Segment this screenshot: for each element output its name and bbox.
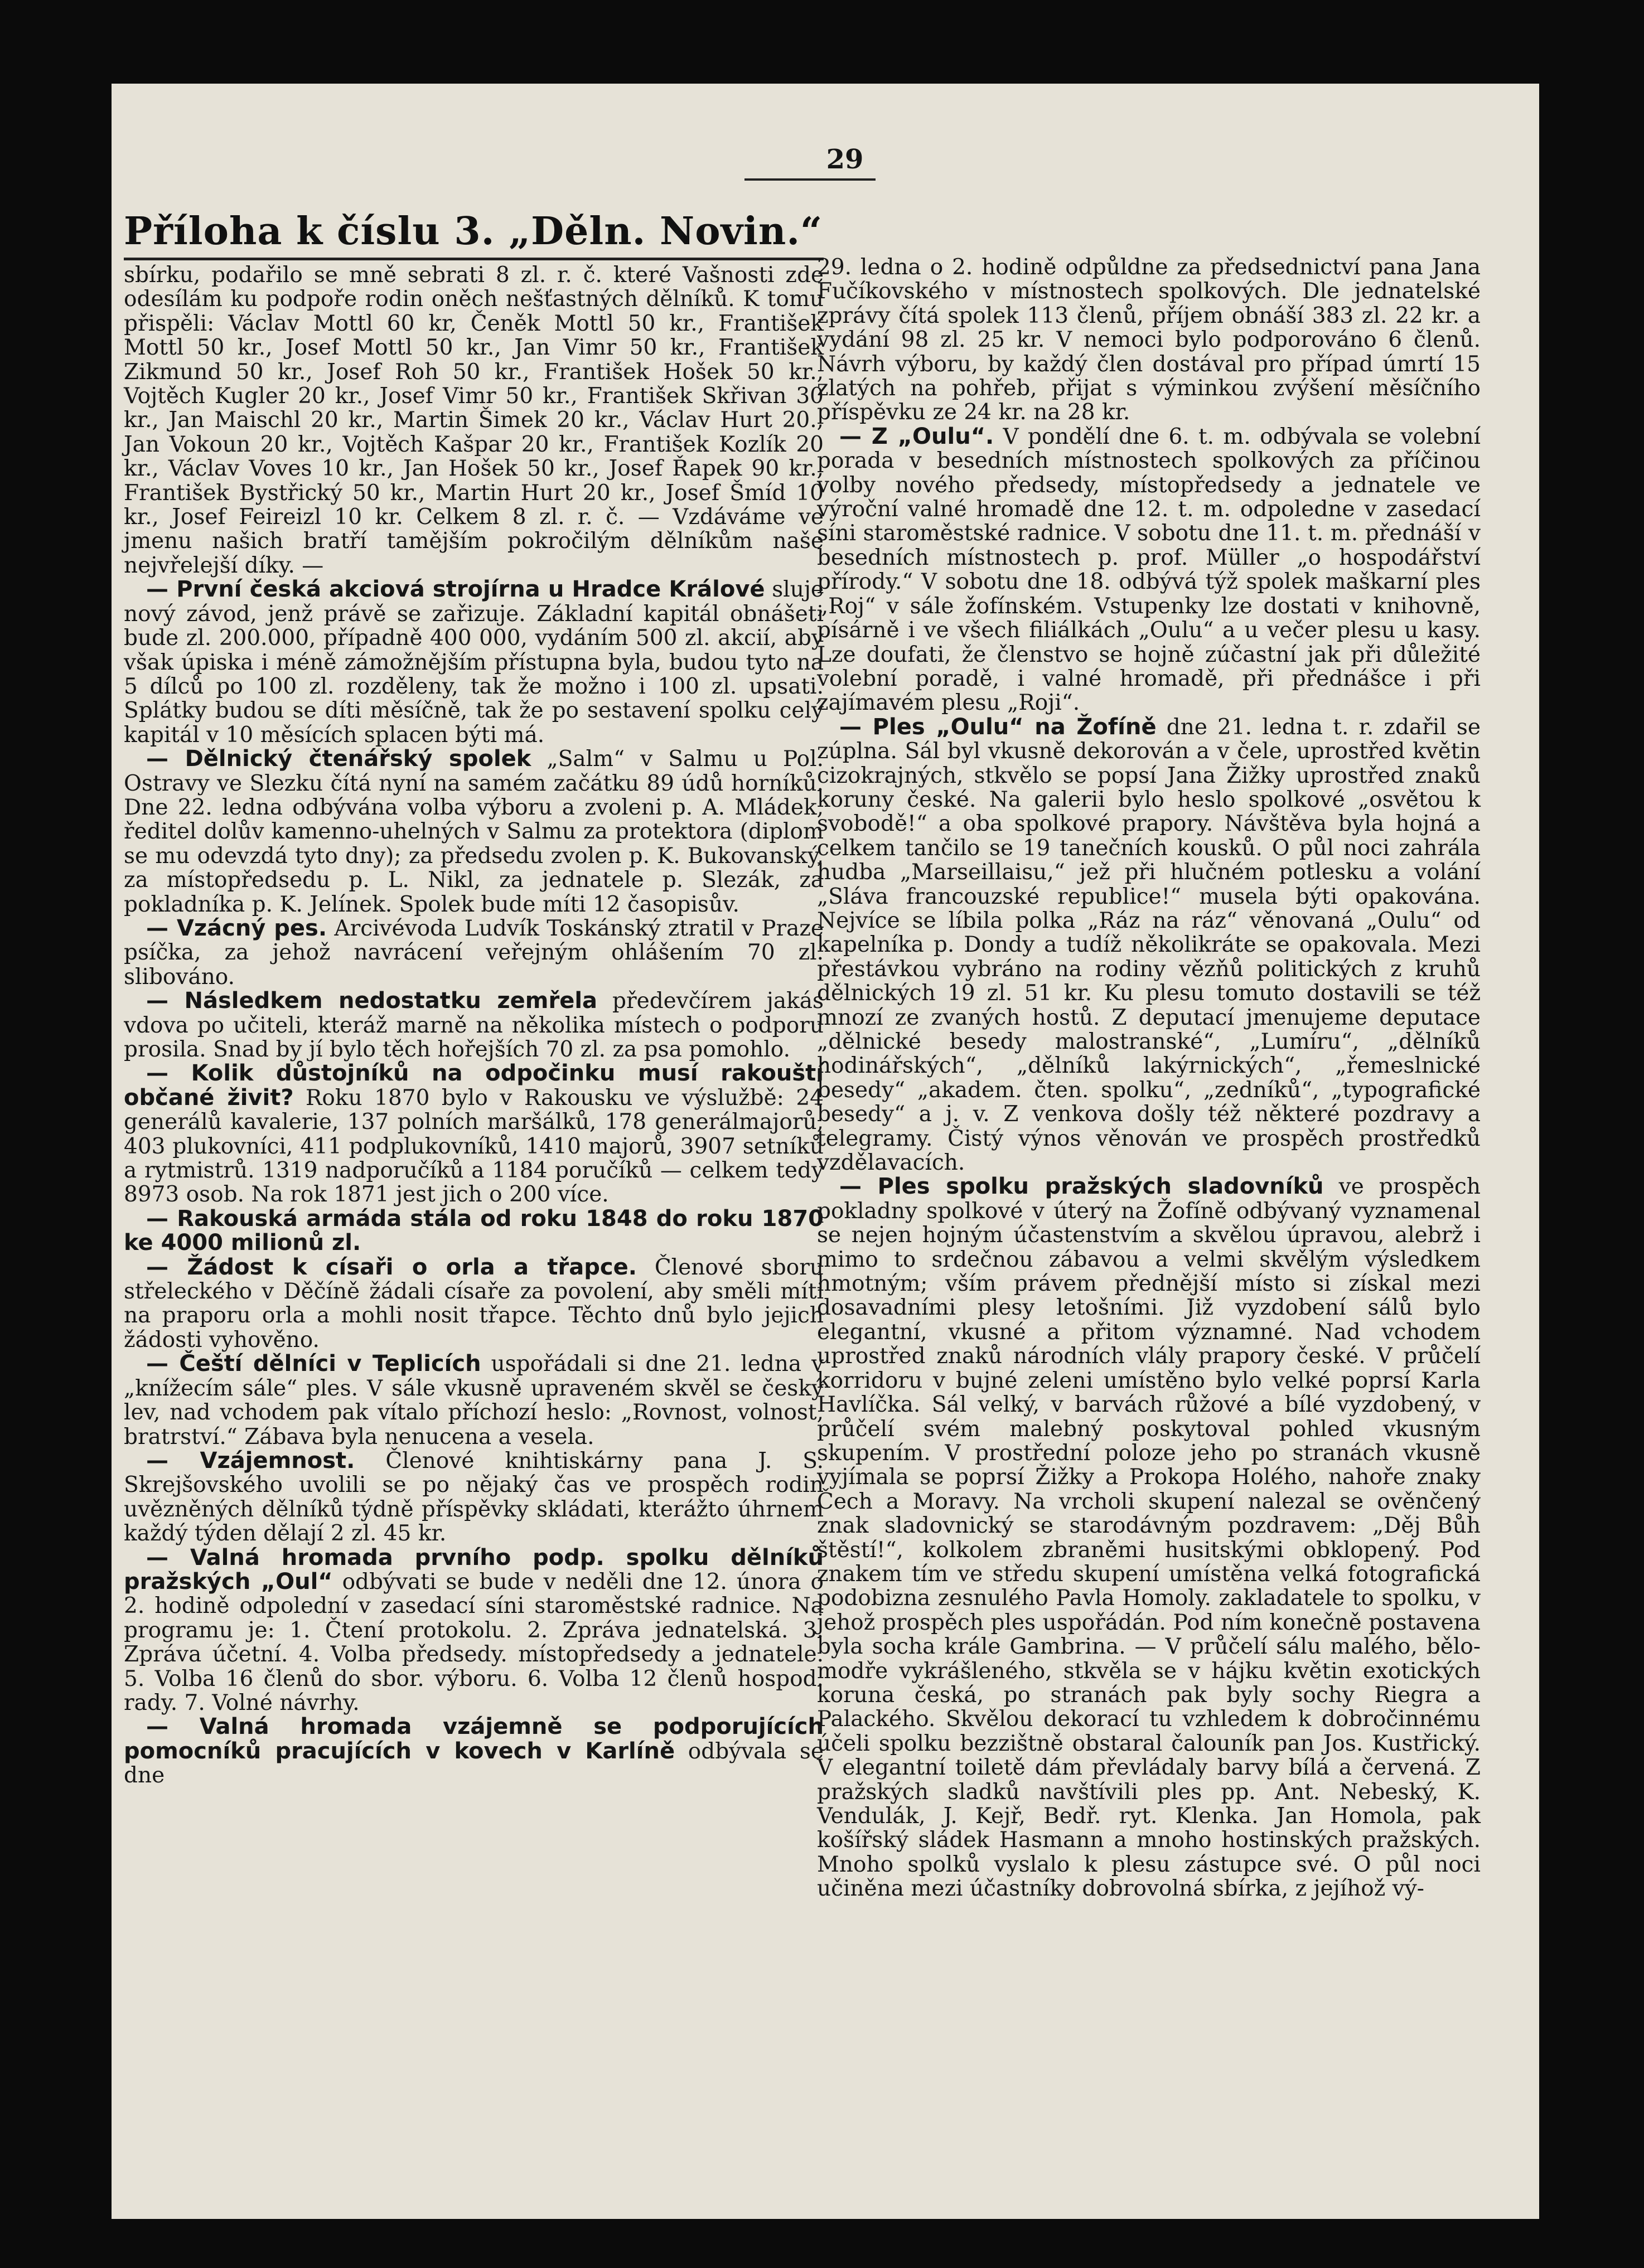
newspaper-page [112, 84, 1539, 2219]
article-paragraph: — Žádost k císaři o orla a třapce. Členové sboru střeleckého v Děčíně žádali císaře za povolení, aby směli míti na praporu orla a mohli nosit třapce. Těchto dnů bylo jejich žádosti vyhověno. [124, 1254, 824, 1353]
article-paragraph: 29. ledna o 2. hodině odpůldne za předsednictví pana Jana Fučíkovského v místnostech spolkových. Dle jednatelské zprávy čítá spolek 113 členů, příjem obnáší 383 zl. 22 kr. a vydání 98 zl. 25 kr. V nemoci bylo podporováno 6 členů. Návrh výboru, by každý člen dostával pro případ úmrtí 15 zlatých na pohřeb, přijat s výminkou zvýšení měsíčního příspěvku ze 24 kr. na 28 kr. [817, 255, 1481, 425]
page-number-rule [744, 178, 876, 181]
article-paragraph: — Kolik důstojníků na odpočinku musí rakouští občané živit? Roku 1870 bylo v Rakousku ve výslužbě: 24 generálů kavalerie, 137 polních maršálků, 178 generálmajorů, 403 plukovníci, 411 podplukovníků, 1410 majorů, 3907 setníků a rytmistrů. 1319 nadporučíků a 1184 poručíků — celkem tedy 8973 osob. Na rok 1871 jest jich o 200 více. [124, 1060, 824, 1208]
article-paragraph: — Ples „Oulu“ na Žofíně dne 21. ledna t. r. zdařil se zúplna. Sál byl vkusně dekorován a v čele, uprostřed květin cizokrajných, stkvělo se popsí Jana Žižky uprostřed znaků koruny české. Na galerii bylo heslo spolkové „osvětou k svobodě!“ a oba spolkové prapory. Návštěva byla hojná a celkem tančilo se 19 tanečních kousků. O půl noci zahrála hudba „Marseillaisu,“ jež při hlučném potlesku a volání „Sláva francouzské republice!“ musela býti opakována. Nejvíce se líbila polka „Ráz na ráz“ věnovaná „Oulu“ od kapelníka p. Dondy a tudíž několikráte se opakovala. Mezi přestávkou vybráno na rodiny vězňů politických z kruhů dělnických 19 zl. 51 kr. Ku plesu tomuto dostavili se též mnozí ze zvaných hostů. Z deputací jmenujeme deputace „dělnické besedy malostranské“, „Lumíru“, „dělníků hodinářských“, „dělníků lakýrnických“, „řemeslnické besedy“ „akadem. čten. spolku“, „zedníků“, „typografické besedy“ a j. v. Z venkova došly též některé pozdravy a telegramy. Čistý výnos věnován ve prospěch prostředků vzdělavacích. [817, 714, 1481, 1176]
article-paragraph: — Ples spolku pražských sladovníků ve prospěch pokladny spolkové v úterý na Žofíně odbývaný vyznamenal se nejen hojným účastenstvím a skvělou úpravou, alebrž i mimo to srdečnou zábavou a velmi skvělým výsledkem hmotným; vším právem přednější místo si získal mezi dosavadními plesy letošními. Již vyzdobení sálů bylo elegantní, vkusné a přitom významné. Nad vchodem uprostřed znaků národních vlály prapory české. V průčelí korridoru v bujné zeleni umístěno bylo velké poprsí Karla Havlíčka. Sál velký, v barvách růžové a bílé vyzdobený, v průčelí svém malebný poskytoval pohled vkusným skupením. V prostřední poloze jeho po stranách vkusně vyjímala se poprsí Žižky a Prokopa Holého, nahoře znaky Čech a Moravy. Na vrcholi skupení nalezal se ověnčený znak sladovnický se starodávným pozdravem: „Děj Bůh štěstí!“, kolkolem zbraněmi husitskými obklopený. Pod znakem tím ve středu skupení umístěna velká fotografická podobizna zesnulého Pavla Homoly. zakladatele to spolku, v jehož prospěch ples uspořádán. Pod ním konečně postavena byla socha krále Gambrina. — V průčelí sálu malého, bělo-modře vykrášleného, stkvěla se v hájku květin exotických koruna česká, po stranách pak byly sochy Riegra a Palackého. Skvělou dekorací tu vzhledem k dobročinnému účeli spolku bezzištně obstaral čalouník pan Jos. Kustřický. V elegantní toiletě dám převládaly barvy bílá a červená. Z pražských sladků navštívili ples pp. Ant. Nebeský, K. Vendulák, J. Kejř, Bedř. ryt. Klenka. Jan Homola, pak košířský sládek Hasmann a mnoho hostinských pražských. Mnoho spolků vyslalo k plesu zástupce své. O půl noci učiněna mezi účastníky dobrovolná sbírka, z jejíhož vý- [817, 1174, 1481, 1902]
article-heading: — Vzácný pes. [146, 915, 327, 941]
article-heading: — Následkem nedostatku zemřela [146, 988, 598, 1014]
article-heading: — Rakouská armáda stála od roku 1848 do roku 1870 ke 4000 milionů zl. [124, 1205, 824, 1256]
article-heading: — Ples „Oulu“ na Žofíně [839, 714, 1157, 740]
article-paragraph: — Následkem nedostatku zemřela předevčírem jakás vdova po učiteli, kteráž marně na několika místech o podporu prosila. Snad by jí bylo těch hořejších 70 zl. za psa pomohlo. [124, 988, 824, 1062]
article-paragraph: — Čeští dělníci v Teplicích uspořádali si dne 21. ledna v „knížecím sále“ ples. V sále vkusně upraveném skvěl se český lev, nad vchodem pak vítalo příchozí heslo: „Rovnost, volnost, bratrství.“ Zábava byla nenucena a vesela. [124, 1351, 824, 1450]
article-heading: — Valná hromada vzájemně se podporujících pomocníků pracujících v kovech v Karlíně [124, 1714, 824, 1764]
right-column [817, 255, 1481, 1901]
article-heading: — Kolik důstojníků na odpočinku musí rakouští občané živit? [124, 1060, 824, 1111]
article-paragraph: — Valná hromada vzájemně se podporujících pomocníků pracujících v kovech v Karlíně odbývala se dne [124, 1714, 824, 1789]
article-paragraph: — Valná hromada prvního podp. spolku dělníků pražských „Oul“ odbývati se bude v neděli dne 12. února o 2. hodině odpolední v zasedací síni staroměstské radnice. Na programu je: 1. Čtení protokolu. 2. Zpráva jednatelská. 3. Zpráva účetní. 4. Volba předsedy. místopředsedy a jednatele. 5. Volba 16 členů do sbor. výboru. 6. Volba 12 členů hospod. rady. 7. Volné návrhy. [124, 1544, 824, 1715]
article-heading: — Vzájemnost. [146, 1447, 355, 1474]
article-heading: — Ples spolku pražských sladovníků [839, 1174, 1324, 1200]
article-heading: — První česká akciová strojírna u Hradce Králové [146, 576, 765, 603]
article-paragraph: — Z „Oulu“. V pondělí dne 6. t. m. odbývala se volební porada v besedních místnostech spolkových za příčinou volby nového předsedy, místopředsedy a jednatele ve výroční valné hromadě dne 12. t. m. odpoledne v zasedací síni staroměstské radnice. V sobotu dne 11. t. m. přednáší v besedních místnostech p. prof. Müller „o hospodářství přírody.“ V sobotu dne 18. odbývá týž spolek maškarní ples „Roj“ v sále žofínském. Vstupenky lze dostati v knihovně, písárně i ve všech filiálkách „Oulu“ a u večer plesu u kasy. Lze doufati, že členstvo se hojně zúčastní jak při důležité volební poradě, i valné hromadě, při přednášce i při zajímavém plesu „Roji“. [817, 423, 1481, 716]
supplement-title: Příloha k číslu 3. „Děln. Novin.“ [124, 209, 823, 254]
title-rule [124, 258, 824, 260]
page-number: 29 [826, 144, 864, 175]
article-heading: — Čeští dělníci v Teplicích [146, 1351, 481, 1377]
article-heading: — Z „Oulu“. [839, 423, 994, 449]
article-paragraph: — Vzájemnost. Členové knihtiskárny pana J. S. Skrejšovského uvolili se po nějaký čas ve prospěch rodin uvězněných dělníků týdně příspěvky skládati, kterážto úhrnem každý týden dělají 2 zl. 45 kr. [124, 1447, 824, 1547]
article-heading: — Valná hromada prvního podp. spolku dělníků pražských „Oul“ [124, 1544, 824, 1595]
article-paragraph: sbírku, podařilo se mně sebrati 8 zl. r. č. které Vašnosti zde odesílám ku podpoře rodin oněch nešťastných dělníků. K tomu přispěli: Václav Mottl 60 kr, Čeněk Mottl 50 kr., František Mottl 50 kr., Josef Mottl 50 kr., Jan Vimr 50 kr., František Zikmund 50 kr., Josef Roh 50 kr., František Hošek 50 kr., Vojtěch Kugler 20 kr., Josef Vimr 50 kr., František Skřivan 30 kr., Jan Maischl 20 kr., Martin Šimek 20 kr., Václav Hurt 20., Jan Vokoun 20 kr., Vojtěch Kašpar 20 kr., František Kozlík 20 kr., Václav Voves 10 kr., Jan Hošek 50 kr., Josef Řapek 90 kr., František Bystřický 50 kr., Martin Hurt 20 kr., Josef Šmíd 10 kr., Josef Feireizl 10 kr. Celkem 8 zl. r. č. — Vzdáváme ve jmenu našich bratří tamějším pokročilým dělníkům naše nejvřelejší díky. — [124, 263, 824, 578]
article-paragraph: — Dělnický čtenářský spolek „Salm“ v Salmu u Pol. Ostravy ve Slezku čítá nyní na samém začátku 89 údů horníků. Dne 22. ledna odbývána volba výboru a zvoleni p. A. Mládek, ředitel dolův kamenno-uhelných v Salmu za protektora (diplom se mu odevzdá tyto dny); za předsedu zvolen p. K. Bukovanský, za místopředsedu p. L. Nikl, za jednatele p. Slezák, za pokladníka p. K. Jelínek. Spolek bude míti 12 časopisův. [124, 746, 824, 917]
article-paragraph [124, 1207, 824, 1256]
article-heading: — Dělnický čtenářský spolek [146, 746, 531, 772]
article-heading: — Žádost k císaři o orla a třapce. [146, 1254, 637, 1280]
article-paragraph: — První česká akciová strojírna u Hradce Králové sluje nový závod, jenž právě se zařizuje. Základní kapitál obnášeti bude zl. 200.000, případně 400 000, vydáním 500 zl. akcií, aby však úpiska i méně zámožnějším přístupna byla, budou tyto na 5 dílců po 100 zl. rozděleny, tak že možno i 100 zl. upsati. Splátky budou se díti měsíčně, tak že po sestavení spolku celý kapitál v 10 měsících splacen býti má. [124, 576, 824, 748]
left-column [124, 263, 824, 1788]
article-paragraph: — Vzácný pes. Arcivévoda Ludvík Toskánský ztratil v Praze psíčka, za jehož navrácení veřejným ohlášením 70 zl. slibováno. [124, 915, 824, 990]
